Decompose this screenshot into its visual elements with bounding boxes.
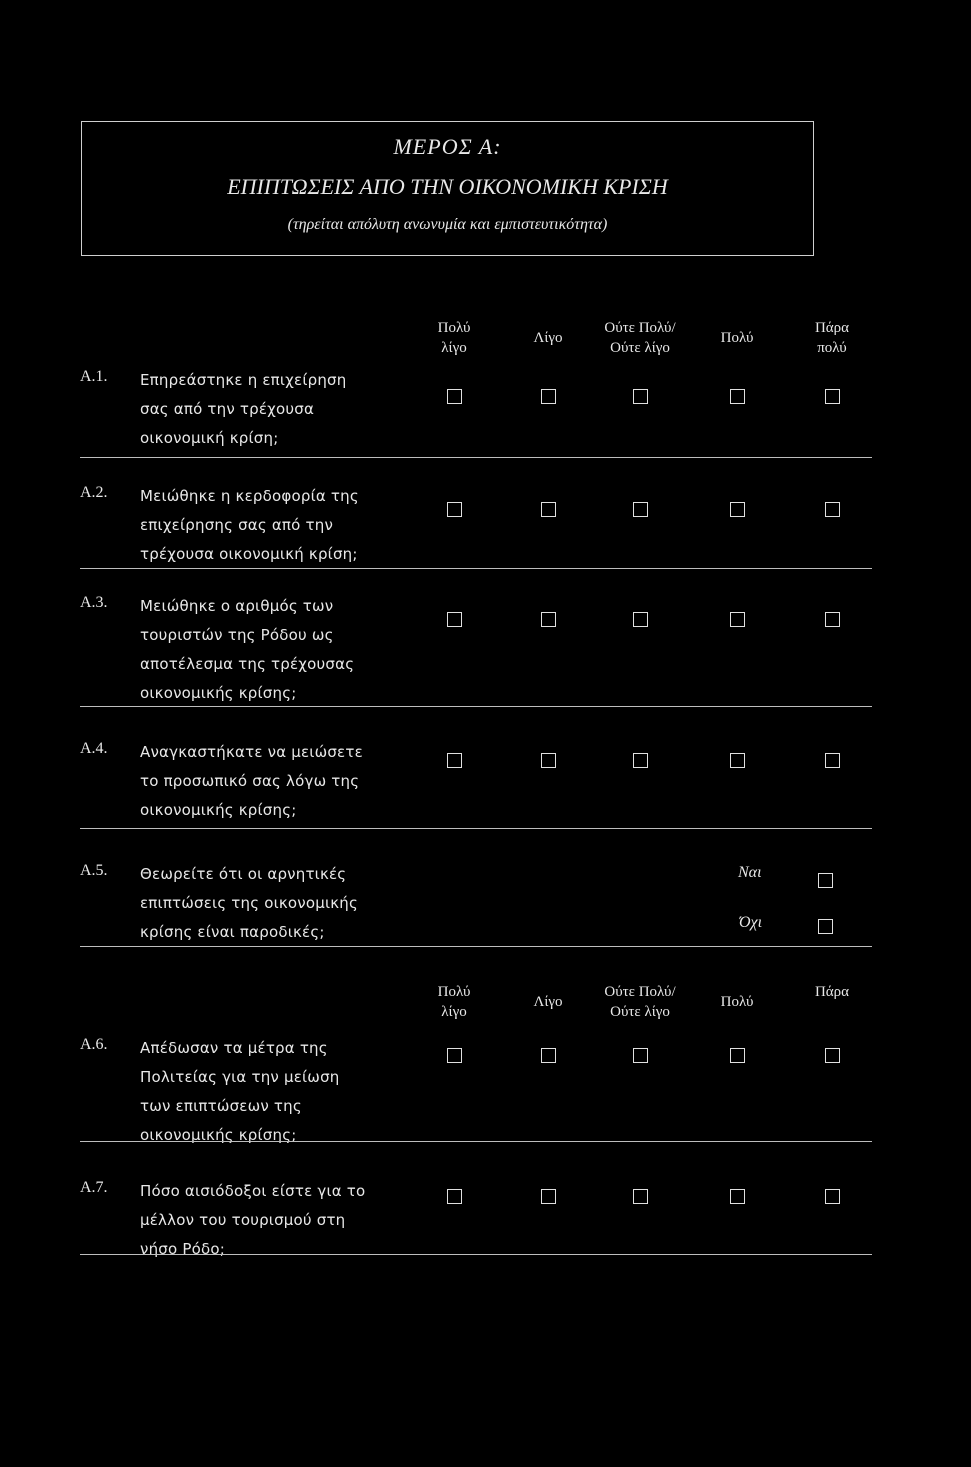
question-text: Πόσο αισιόδοξοι είστε για το μέλλον του τουρισμού στη νήσο Ρόδο; (140, 1182, 366, 1258)
scale-header: Πολύ λίγο (437, 320, 471, 356)
question-text: Επηρεάστηκε η επιχείρηση σας από την τρέχουσα οικονομική κρίση; (140, 371, 347, 447)
answer-checkbox[interactable] (541, 612, 556, 627)
row-divider (80, 457, 872, 458)
scale-header: Πολύ λίγο (437, 984, 471, 1020)
scale-header: Ούτε Πολύ/ Ούτε λίγο (604, 984, 676, 1020)
no-label: Όχι (739, 914, 763, 931)
answer-checkbox[interactable] (447, 612, 462, 627)
answer-checkbox[interactable] (633, 1189, 648, 1204)
answer-checkbox[interactable] (730, 389, 745, 404)
section-subtitle: ΕΠΙΠΤΩΣΕΙΣ ΑΠΟ ΤΗΝ ΟΙΚΟΝΟΜΙΚΗ ΚΡΙΣΗ (227, 174, 668, 199)
question-number: Α.5. (80, 862, 108, 879)
answer-checkbox[interactable] (447, 753, 462, 768)
answer-checkbox[interactable] (447, 389, 462, 404)
no-checkbox[interactable] (818, 919, 833, 934)
answer-checkbox[interactable] (447, 502, 462, 517)
scale-header: Πάρα (814, 984, 850, 1000)
row-divider (80, 1254, 872, 1255)
scale-header: Πάρα πολύ (814, 320, 850, 356)
row-divider (80, 1141, 872, 1142)
question-text: Αναγκαστήκατε να μειώσετε το προσωπικό σας λόγω της οικονομικής κρίσης; (140, 743, 363, 819)
answer-checkbox[interactable] (541, 502, 556, 517)
yes-checkbox[interactable] (818, 873, 833, 888)
scale-header: Πολύ (720, 330, 754, 346)
section-title: ΜΕΡΟΣ Α: (393, 134, 502, 159)
section-header-box (81, 121, 814, 256)
question-text: Θεωρείτε ότι οι αρνητικές επιπτώσεις της οικονομικής κρίσης είναι παροδικές; (140, 865, 359, 941)
question-number: Α.7. (80, 1179, 108, 1196)
scale-header: Λίγο (533, 330, 563, 346)
answer-checkbox[interactable] (730, 612, 745, 627)
answer-checkbox[interactable] (541, 1048, 556, 1063)
question-text: Απέδωσαν τα μέτρα της Πολιτείας για την μείωση των επιπτώσεων της οικονομικής κρίσης; (140, 1039, 340, 1144)
answer-checkbox[interactable] (541, 1189, 556, 1204)
answer-checkbox[interactable] (447, 1189, 462, 1204)
scale-header: Ούτε Πολύ/ Ούτε λίγο (604, 320, 676, 356)
question-text: Μειώθηκε η κερδοφορία της επιχείρησης σας από την τρέχουσα οικονομική κρίση; (140, 487, 359, 563)
answer-checkbox[interactable] (541, 753, 556, 768)
answer-checkbox[interactable] (825, 1048, 840, 1063)
question-number: Α.3. (80, 594, 108, 611)
answer-checkbox[interactable] (825, 1189, 840, 1204)
answer-checkbox[interactable] (633, 1048, 648, 1063)
answer-checkbox[interactable] (633, 612, 648, 627)
answer-checkbox[interactable] (541, 389, 556, 404)
question-number: Α.4. (80, 740, 108, 757)
answer-checkbox[interactable] (825, 502, 840, 517)
question-number: Α.1. (80, 368, 108, 385)
answer-checkbox[interactable] (633, 502, 648, 517)
scale-header: Πολύ (720, 994, 754, 1010)
answer-checkbox[interactable] (730, 502, 745, 517)
answer-checkbox[interactable] (633, 753, 648, 768)
answer-checkbox[interactable] (825, 612, 840, 627)
question-number: Α.2. (80, 484, 108, 501)
answer-checkbox[interactable] (633, 389, 648, 404)
question-text: Μειώθηκε ο αριθμός των τουριστών της Ρόδου ως αποτέλεσμα της τρέχουσας οικονομικής κρίσης; (140, 597, 355, 702)
answer-checkbox[interactable] (730, 1048, 745, 1063)
row-divider (80, 946, 872, 947)
answer-checkbox[interactable] (825, 753, 840, 768)
yes-label: Ναι (738, 864, 762, 881)
answer-checkbox[interactable] (447, 1048, 462, 1063)
answer-checkbox[interactable] (825, 389, 840, 404)
row-divider (80, 706, 872, 707)
row-divider (80, 828, 872, 829)
row-divider (80, 568, 872, 569)
scale-header: Λίγο (533, 994, 563, 1010)
question-number: Α.6. (80, 1036, 108, 1053)
anonymity-note: (τηρείται απόλυτη ανωνυμία και εμπιστευτικότητα) (287, 216, 608, 233)
answer-checkbox[interactable] (730, 753, 745, 768)
answer-checkbox[interactable] (730, 1189, 745, 1204)
